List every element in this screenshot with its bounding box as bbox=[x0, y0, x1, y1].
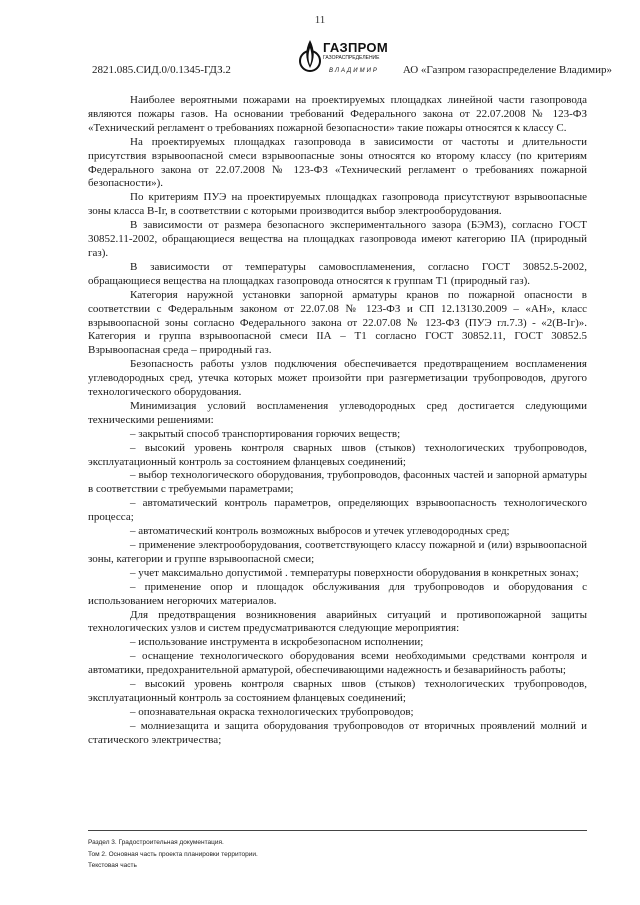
gazprom-flame-icon bbox=[299, 38, 321, 76]
page-number: 11 bbox=[314, 14, 326, 26]
list-item: – опознавательная окраска технологических трубопроводов; bbox=[130, 705, 414, 718]
logo-city-text: ВЛАДИМИР bbox=[329, 68, 379, 74]
list-item: – применение электрооборудования, соответствующего классу пожарной и (или) взрывоопасной зоны, категории и группе взрывоопасной смеси; bbox=[88, 539, 587, 565]
list-item: – учет максимально допустимой . температуры поверхности оборудования в конкретных зонах; bbox=[130, 566, 579, 579]
document-footer bbox=[88, 830, 587, 872]
body-paragraph: Минимизация условий воспламенения углеводородных сред достигается следующими техническими решениями: bbox=[88, 399, 587, 426]
list-item: – молниезащита и защита оборудования трубопроводов от вторичных проявлений молний и статического электричества; bbox=[88, 719, 587, 746]
footer-part: Текстовая часть bbox=[88, 862, 137, 869]
list-item: – оснащение технологического оборудования всеми необходимыми средствами контроля и автоматики, предохранительной арматурой, обеспечивающими надежность и безаварийность работы; bbox=[88, 650, 587, 677]
body-paragraph: В зависимости от размера безопасного экспериментального зазора (БЭМЗ), согласно ГОСТ 30852.11-2002, обращающиеся вещества на площадках газопровода имеют категорию IIА (природный газ). bbox=[88, 219, 587, 259]
body-paragraph: Безопасность работы узлов подключения обеспечивается предотвращением воспламенения углеводородных сред, утечка которых может произойти при разгерметизации трубопроводов, другого технологического оборудования. bbox=[88, 358, 587, 399]
body-paragraph: В зависимости от температуры самовоспламенения, согласно ГОСТ 30852.5-2002, обращающиеся вещества на площадках газопровода относятся к группам Т1 (природный газ). bbox=[88, 260, 587, 287]
list-item: – закрытый способ транспортирования горючих веществ; bbox=[130, 427, 401, 440]
list-item: – выбор технологического оборудования, трубопроводов, фасонных частей и запорной арматуры в соответствии с требуемыми параметрами; bbox=[88, 469, 587, 496]
document-body bbox=[88, 94, 587, 748]
company-logo bbox=[299, 36, 389, 80]
body-paragraph: Для предотвращения возникновения аварийных ситуаций и противопожарной защиты технологических узлов и систем предусматриваются следующие мероприятия: bbox=[88, 608, 587, 635]
list-item: – высокий уровень контроля сварных швов (стыков) технологических трубопроводов, эксплуатационный контроль за состоянием фланцевых соединений; bbox=[88, 678, 587, 704]
document-header bbox=[92, 36, 612, 80]
body-paragraph: Категория наружной установки запорной арматуры кранов по пожарной опасности в соответствии с Федеральным законом от 22.07.08 № 123-ФЗ и СП 12.13130.2009 – «АН», класс взрывоопасной зоны согласно Федерального закона от 22.07.08 № 123-ФЗ (ПУЭ гл.7.3) - «2(В-Iг)». Категория и группа взрывоопасной смеси IIА – Т1 согласно ГОСТ 30852.11, ГОСТ 30852.5 Взрывоопасная среда – природный газ. bbox=[88, 288, 587, 357]
list-item: – автоматический контроль параметров, определяющих взрывоопасность технологического процесса; bbox=[88, 497, 587, 524]
body-paragraph: На проектируемых площадках газопровода в зависимости от частоты и длительности присутствия взрывоопасной смеси взрывоопасные зоны относятся ко второму классу (по критериям Федерального закона от 22.07.2008 № 123-ФЗ «Технический регламент о требованиях пожарной безопасности»). bbox=[88, 135, 587, 190]
footer-volume: Том 2. Основная часть проекта планировки территории. bbox=[88, 850, 258, 858]
body-paragraph: По критериям ПУЭ на проектируемых площадках газопровода присутствуют взрывоопасные зоны класса В-Iг, в соответствии с которыми производится выбор электрооборудования. bbox=[88, 191, 587, 218]
organization-name: АО «Газпром газораспределение Владимир» bbox=[402, 64, 612, 76]
list-item: – использование инструмента в искробезопасном исполнении; bbox=[130, 636, 424, 649]
body-paragraph: Наиболее вероятными пожарами на проектируемых площадках линейной части газопровода являются пожары газов. На основании требований Федерального закона от 22.07.2008 № 123-ФЗ «Технический регламент о требованиях пожарной безопасности» такие пожары относятся к классу С. bbox=[88, 94, 587, 134]
footer-section: Раздел 3. Градостроительная документация. bbox=[88, 839, 224, 846]
list-item: – высокий уровень контроля сварных швов (стыков) технологических трубопроводов, эксплуатационный контроль за состоянием фланцевых соединений; bbox=[88, 441, 587, 468]
list-item: – применение опор и площадок обслуживания для трубопроводов и оборудования с использованием негорючих материалов. bbox=[88, 580, 587, 607]
logo-sub-text: ГАЗОРАСПРЕДЕЛЕНИЕ bbox=[323, 55, 380, 61]
logo-main-text: ГАЗПРОМ bbox=[323, 40, 388, 55]
list-item: – автоматический контроль возможных выбросов и утечек углеводородных сред; bbox=[130, 525, 510, 538]
document-code: 2821.085.СИД.0/0.1345-ГДЗ.2 bbox=[92, 64, 231, 76]
